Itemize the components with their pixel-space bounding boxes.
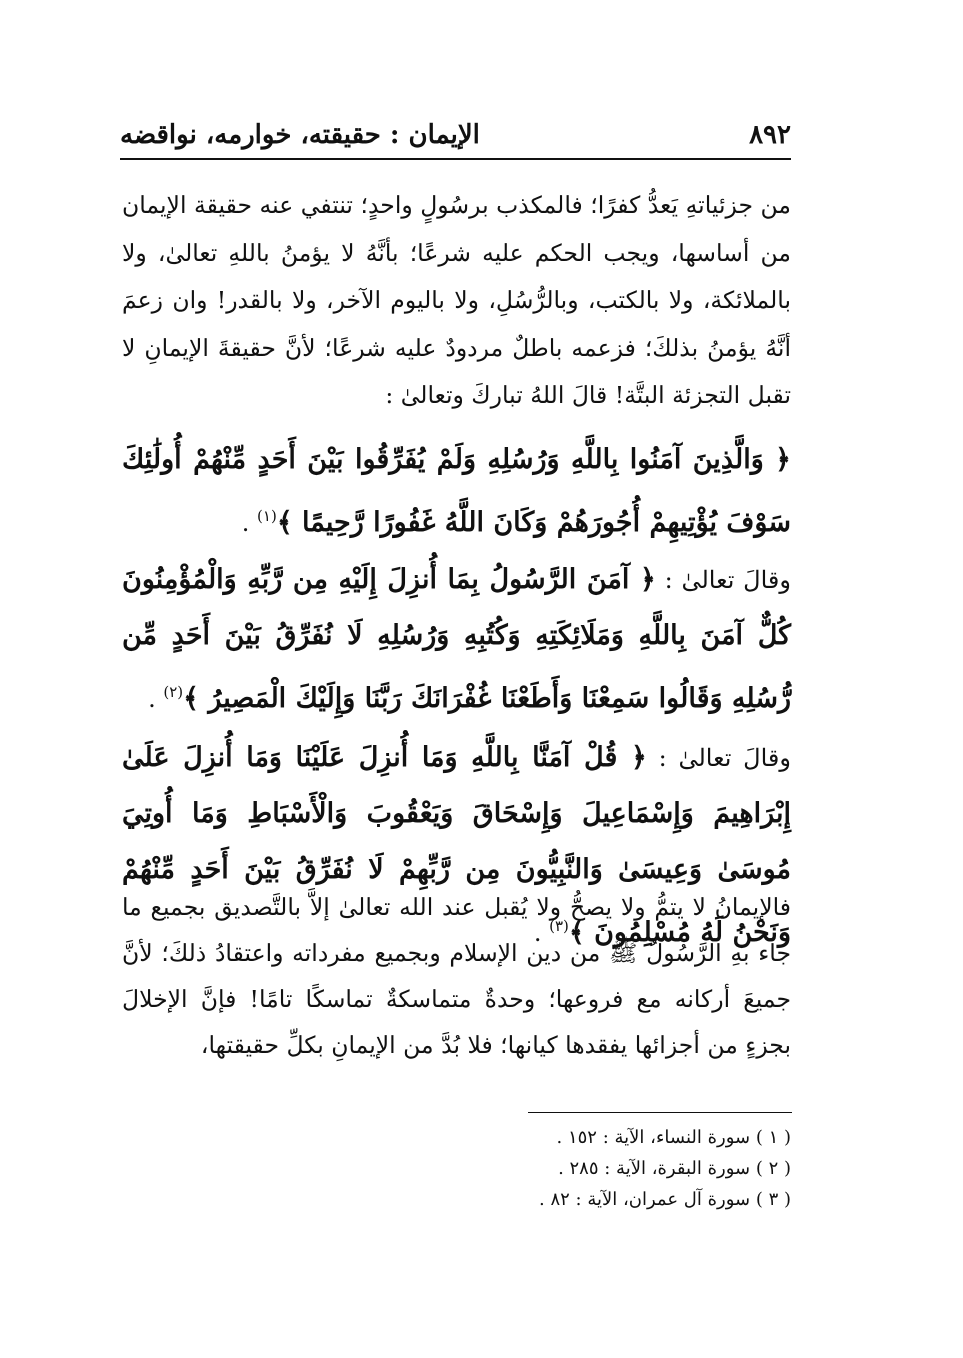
page-number: ٨٩٢ <box>749 120 791 150</box>
running-header <box>120 112 791 160</box>
footnotes <box>391 1122 791 1215</box>
footnote-divider <box>528 1112 792 1113</box>
footnote-3: ( ٣ ) سورة آل عمران، الآية : ٨٢ . <box>539 1189 791 1210</box>
footnote-2: ( ٢ ) سورة البقرة، الآية : ٢٨٥ . <box>558 1158 791 1179</box>
quran-verse-1 <box>122 432 791 551</box>
verse-2-end: . <box>148 685 164 713</box>
footnote-ref-1: (١) <box>257 507 277 525</box>
verse-3-end: . <box>533 919 550 947</box>
verse-3-text: ﴿ قُلْ آمَنَّا بِاللَّهِ وَمَا أُنزِلَ عَلَيْنَا وَمَا أُنزِلَ عَلَىٰ إِبْرَاهِيمَ وَإِسْمَاعِيلَ وَإِسْحَاقَ وَيَعْقُوبَ وَالْأَسْبَاطِ وَمَا أُوتِيَ مُوسَىٰ وَعِيسَىٰ وَالنَّبِيُّونَ مِن رَّبِّهِمْ لَا نُفَرِّقُ بَيْنَ أَحَدٍ مِّنْهُمْ وَنَحْنُ لَهُ مُسْلِمُونَ ﴾ <box>122 742 791 948</box>
footnote-ref-3: (٣) <box>549 917 569 935</box>
footnote-1: ( ١ ) سورة النساء، الآية : ١٥٢ . <box>556 1127 791 1148</box>
intro-text: من جزئياتهِ يَعدُّ كفرًا؛ فالمكذب برسُولٍ واحدٍ؛ تنتفي عنه حقيقة الإيمان من أساسها، ويجب الحكم عليه شرعًا؛ بأنَّهُ لا يؤمنُ باللهِ تعالىٰ، ولا بالملائكة، ولا بالكتب، وبالرُّسُلِ، ولا باليوم الآخر، ولا بالقدر! وان زعمَ أنَّهُ يؤمنُ بذلكَ؛ فزعمه باطلٌ مردودٌ عليه شرعًا؛ لأنَّ حقيقةَ الإيمانِ لا تقبل التجزئة البتَّة! قالَ اللهُ تباركَ وتعالىٰ : <box>122 191 791 409</box>
intro-paragraph <box>122 182 791 420</box>
footnote-ref-2: (٢) <box>163 683 184 701</box>
quran-verse-2 <box>122 552 791 727</box>
verse-2-lead: وقالَ تعالىٰ : <box>655 566 791 594</box>
verse-1-text: ﴿ وَالَّذِينَ آمَنُوا بِاللَّهِ وَرُسُلِهِ وَلَمْ يُفَرِّقُوا بَيْنَ أَحَدٍ مِّنْهُمْ أُولَٰئِكَ سَوْفَ يُؤْتِيهِمْ أُجُورَهُمْ وَكَانَ اللَّهُ غَفُورًا رَّحِيمًا ﴾ <box>122 444 791 538</box>
running-title: الإيمان : حقيقته، خوارمه، نواقضه <box>120 120 480 150</box>
verse-2-text: ﴿ آمَنَ الرَّسُولُ بِمَا أُنزِلَ إِلَيْهِ مِن رَّبِّهِ وَالْمُؤْمِنُونَ كُلٌّ آمَنَ بِاللَّهِ وَمَلَائِكَتِهِ وَكُتُبِهِ وَرُسُلِهِ لَا نُفَرِّقُ بَيْنَ أَحَدٍ مِّن رُّسُلِهِ وَقَالُوا سَمِعْنَا وَأَطَعْنَا غُفْرَانَكَ رَبَّنَا وَإِلَيْكَ الْمَصِيرُ ﴾ <box>122 564 791 714</box>
verse-3-lead: وقالَ تعالىٰ : <box>646 744 791 772</box>
closing-paragraph: فالإيمانُ لا يتمُّ ولا يصحُّ ولا يُقبل عند الله تعالىٰ إلاَّ بالتَّصديق بجميع ما جاء بهِ الرَّسُولُ ﷺ من دين الإسلام وبجميع مفرداته واعتقادُ ذلكَ؛ لأنَّ جميعَ أركانه مع فروعها؛ وحدةٌ متماسكةٌ تماسكًا تامًا! فإنَّ الإخلالَ بجزءٍ من أجزائها يفقدها كيانها؛ فلا بُدَّ من الإيمانِ بكلِّ حقيقتها، <box>122 893 791 1059</box>
verse-1-end: . <box>241 509 258 537</box>
